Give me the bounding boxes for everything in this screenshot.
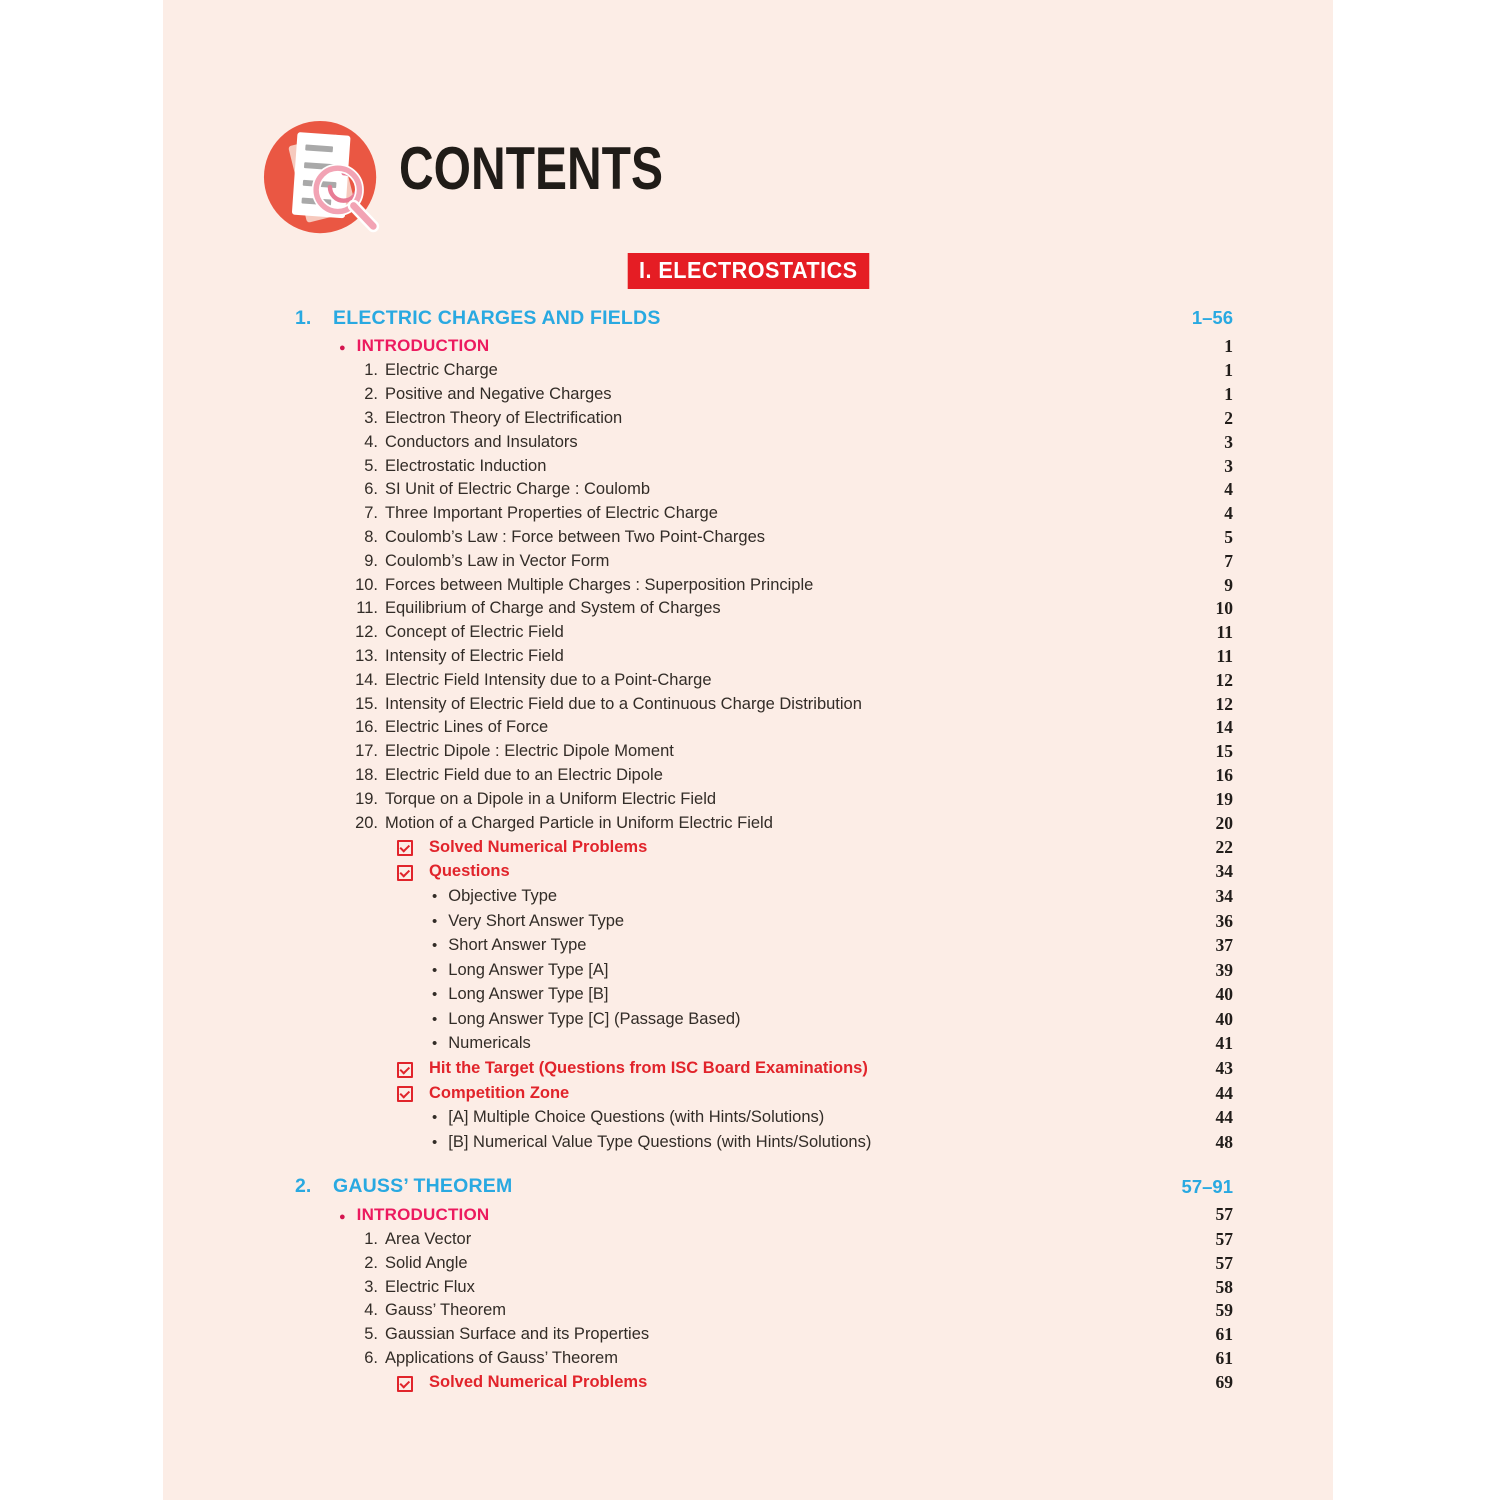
toc-row-item (163, 549, 1333, 573)
bullet-label: Long Answer Type [B] (448, 985, 609, 1004)
chapter-title: GAUSS’ THEOREM (333, 1175, 513, 1198)
page-number: 20 (1215, 812, 1233, 833)
item-label: Motion of a Charged Particle in Uniform Electric Field (385, 813, 773, 832)
item-number: 11. (356, 599, 378, 618)
page-number: 1 (1224, 384, 1233, 405)
page-number: 58 (1215, 1276, 1233, 1297)
item-number: 8. (364, 527, 378, 546)
bullet-icon: • (432, 961, 438, 979)
page-number: 40 (1215, 1008, 1233, 1029)
page-number: 43 (1215, 1058, 1233, 1079)
toc-row-item (163, 764, 1333, 788)
bullet-label: Numericals (448, 1034, 531, 1053)
toc-row-item (163, 787, 1333, 811)
item-number: 2. (364, 1253, 378, 1272)
toc-row-item (163, 1323, 1333, 1347)
chapter-heading (163, 1172, 1333, 1202)
toc-row-item (163, 645, 1333, 669)
toc-row-item (163, 1251, 1333, 1275)
bullet-icon: • (432, 1133, 438, 1151)
item-label: Solid Angle (385, 1253, 468, 1272)
chapter-page-range: 57–91 (1181, 1175, 1233, 1197)
item-label: SI Unit of Electric Charge : Coulomb (385, 480, 651, 499)
toc-list (163, 301, 1333, 1395)
bullet-icon: • (432, 1035, 438, 1053)
bullet-icon: • (432, 1010, 438, 1028)
page-number: 19 (1215, 788, 1233, 809)
toc-row-item (163, 407, 1333, 431)
toc-row-bullet (163, 958, 1333, 983)
intro-bullet-icon: ● (339, 342, 346, 354)
page-number: 12 (1215, 669, 1233, 690)
toc-row-item (163, 573, 1333, 597)
item-label: Coulomb’s Law : Force between Two Point-Charges (385, 527, 765, 546)
item-label: Torque on a Dipole in a Uniform Electric Field (385, 789, 717, 808)
section-banner: I. ELECTROSTATICS (627, 253, 868, 289)
item-label: Electric Lines of Force (385, 718, 549, 737)
toc-row-item (163, 716, 1333, 740)
page-number: 1 (1224, 335, 1233, 356)
item-number: 9. (364, 551, 378, 570)
item-number: 16. (355, 718, 378, 737)
toc-row-item (163, 1228, 1333, 1252)
item-label: Coulomb’s Law in Vector Form (385, 551, 610, 570)
chapter-number: 1. (295, 306, 312, 329)
item-label: Electric Field Intensity due to a Point-Charge (385, 670, 712, 689)
page-number: 11 (1216, 622, 1233, 643)
toc-row-item (163, 502, 1333, 526)
intro-label: INTRODUCTION (356, 1204, 490, 1224)
section-banner-row (163, 253, 1333, 289)
item-label: Intensity of Electric Field (385, 646, 564, 665)
item-number: 1. (364, 1230, 378, 1249)
toc-row-item (163, 692, 1333, 716)
item-label: Gaussian Surface and its Properties (385, 1325, 650, 1344)
page-number: 9 (1224, 574, 1233, 595)
bullet-icon: • (432, 937, 438, 955)
item-number: 3. (364, 408, 378, 427)
page-number: 10 (1215, 598, 1233, 619)
page-number: 59 (1215, 1300, 1233, 1321)
item-label: Forces between Multiple Charges : Superposition Principle (385, 575, 814, 594)
intro-bullet-icon: ● (339, 1210, 346, 1223)
page-number: 34 (1215, 861, 1233, 882)
check-label: Solved Numerical Problems (429, 1373, 648, 1392)
item-number: 17. (355, 742, 378, 761)
toc-row-item (163, 597, 1333, 621)
item-number: 15. (355, 694, 378, 713)
toc-row-check (163, 835, 1333, 860)
toc-row-item (163, 668, 1333, 692)
checked-box-icon (397, 1062, 413, 1078)
item-number: 13. (355, 646, 378, 665)
bullet-label: Long Answer Type [C] (Passage Based) (448, 1009, 741, 1028)
intro-label: INTRODUCTION (356, 336, 490, 355)
toc-row-bullet (163, 1130, 1333, 1155)
item-label: Three Important Properties of Electric Charge (385, 504, 718, 523)
toc-row-item (163, 478, 1333, 502)
toc-row-item (163, 621, 1333, 645)
document-magnifier-icon (261, 118, 389, 246)
toc-row-bullet (163, 933, 1333, 958)
page-number: 37 (1215, 935, 1233, 956)
item-label: Electric Flux (385, 1277, 475, 1296)
check-label: Competition Zone (429, 1083, 570, 1102)
page-number: 69 (1215, 1372, 1233, 1393)
page-number: 5 (1224, 526, 1233, 547)
item-number: 10. (355, 575, 378, 594)
item-label: Equilibrium of Charge and System of Charges (385, 599, 721, 618)
item-number: 14. (355, 670, 378, 689)
page-number: 34 (1215, 885, 1233, 906)
checked-box-icon (397, 865, 413, 881)
chapter-page-range: 1–56 (1191, 307, 1233, 328)
toc-row-bullet (163, 983, 1333, 1008)
toc-row-item (163, 526, 1333, 550)
page-number: 48 (1215, 1131, 1233, 1152)
page-number: 44 (1215, 1082, 1233, 1103)
bullet-icon: • (432, 912, 438, 930)
check-label: Hit the Target (Questions from ISC Board Examinations) (429, 1059, 868, 1078)
item-label: Gauss’ Theorem (385, 1301, 507, 1320)
toc-row-intro (163, 1202, 1333, 1228)
page-number: 3 (1224, 431, 1233, 452)
item-label: Positive and Negative Charges (385, 385, 612, 404)
item-number: 5. (364, 456, 378, 475)
item-number: 7. (364, 504, 378, 523)
item-label: Electrostatic Induction (385, 456, 547, 475)
contents-panel (163, 0, 1333, 1500)
page-number: 7 (1224, 550, 1233, 571)
bullet-label: [A] Multiple Choice Questions (with Hints/Solutions) (448, 1108, 825, 1127)
item-number: 4. (364, 1301, 378, 1320)
bullet-icon: • (432, 887, 438, 905)
page-number: 4 (1224, 503, 1233, 524)
item-number: 5. (364, 1325, 378, 1344)
checked-box-icon (397, 1376, 413, 1392)
bullet-label: Very Short Answer Type (448, 911, 625, 930)
toc-row-item (163, 1347, 1333, 1371)
bullet-icon: • (432, 986, 438, 1004)
check-label: Questions (429, 862, 510, 881)
page-number: 57 (1215, 1252, 1233, 1273)
checked-box-icon (397, 840, 413, 856)
check-label: Solved Numerical Problems (429, 837, 648, 856)
page-number: 15 (1215, 741, 1233, 762)
toc-row-intro (163, 333, 1333, 359)
toc-row-item (163, 1299, 1333, 1323)
item-label: Electric Field due to an Electric Dipole (385, 765, 663, 784)
toc-row-item (163, 740, 1333, 764)
page-title: CONTENTS (399, 135, 663, 202)
page-number: 40 (1215, 984, 1233, 1005)
item-number: 1. (364, 361, 378, 380)
item-number: 3. (364, 1277, 378, 1296)
page-number: 16 (1215, 764, 1233, 785)
item-label: Electric Charge (385, 361, 498, 380)
item-number: 18. (355, 765, 378, 784)
item-label: Electron Theory of Electrification (385, 408, 623, 427)
page-number: 61 (1215, 1324, 1233, 1345)
toc-row-bullet (163, 909, 1333, 934)
toc-row-item (163, 359, 1333, 383)
chapter-heading (163, 303, 1333, 333)
item-number: 19. (355, 789, 378, 808)
toc-row-bullet (163, 1105, 1333, 1130)
page-number: 14 (1215, 717, 1233, 738)
item-label: Conductors and Insulators (385, 432, 578, 451)
item-label: Concept of Electric Field (385, 623, 564, 642)
toc-row-item (163, 454, 1333, 478)
bullet-label: [B] Numerical Value Type Questions (with Hints/Solutions) (448, 1132, 872, 1151)
toc-row-item (163, 430, 1333, 454)
bullet-icon: • (432, 1109, 438, 1127)
item-label: Applications of Gauss’ Theorem (385, 1349, 618, 1368)
chapter-title: ELECTRIC CHARGES AND FIELDS (333, 306, 661, 329)
toc-row-bullet (163, 1007, 1333, 1032)
page-number: 61 (1215, 1348, 1233, 1369)
page-number: 2 (1224, 407, 1233, 428)
page-number: 36 (1215, 910, 1233, 931)
bullet-label: Objective Type (448, 886, 558, 905)
item-number: 20. (355, 813, 378, 832)
toc-row-bullet (163, 884, 1333, 909)
page-number: 3 (1224, 455, 1233, 476)
item-number: 4. (364, 432, 378, 451)
page-number: 12 (1215, 693, 1233, 714)
page-number: 57 (1215, 1204, 1233, 1225)
toc-row-check (163, 1056, 1333, 1081)
item-number: 2. (364, 385, 378, 404)
toc-row-check (163, 1370, 1333, 1395)
toc-row-check (163, 1081, 1333, 1106)
toc-row-item (163, 1275, 1333, 1299)
item-label: Electric Dipole : Electric Dipole Moment (385, 742, 674, 761)
page-number: 1 (1224, 360, 1233, 381)
toc-row-check (163, 860, 1333, 885)
page-number: 22 (1215, 836, 1233, 857)
item-label: Area Vector (385, 1230, 472, 1249)
page-number: 11 (1216, 645, 1233, 666)
page-number: 4 (1224, 479, 1233, 500)
item-number: 6. (364, 480, 378, 499)
checked-box-icon (397, 1086, 413, 1102)
toc-row-item (163, 811, 1333, 835)
page-number: 39 (1215, 959, 1233, 980)
bullet-label: Long Answer Type [A] (448, 960, 609, 979)
page-number: 57 (1215, 1229, 1233, 1250)
item-number: 12. (355, 623, 378, 642)
page-number: 41 (1215, 1033, 1233, 1054)
item-label: Intensity of Electric Field due to a Continuous Charge Distribution (385, 694, 862, 713)
bullet-label: Short Answer Type (448, 936, 587, 955)
toc-row-bullet (163, 1032, 1333, 1057)
toc-row-item (163, 383, 1333, 407)
page-number: 44 (1215, 1107, 1233, 1128)
chapter-number: 2. (295, 1175, 312, 1198)
item-number: 6. (364, 1349, 378, 1368)
